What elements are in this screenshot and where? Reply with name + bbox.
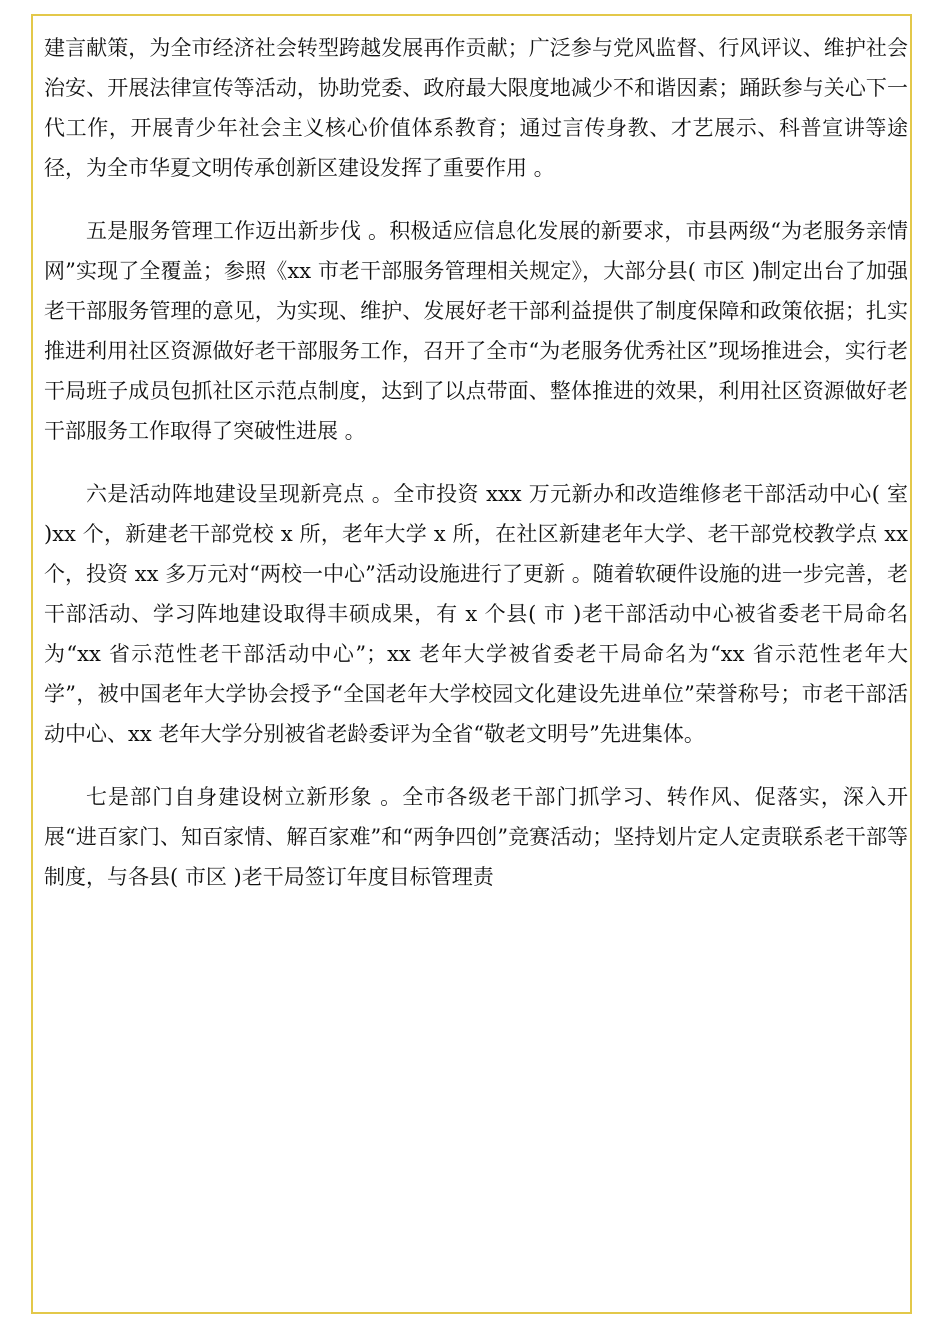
- paragraph-4: 七是部门自身建设树立新形象 。全市各级老干部门抓学习、转作风、促落实，深入开展“进百家门、知百家情、解百家难”和“两争四创”竞赛活动；坚持划片定人定责联系老干部等制度，与各县( 市区 )老干局签订年度目标管理责: [44, 785, 908, 889]
- paragraph-2: 五是服务管理工作迈出新步伐 。积极适应信息化发展的新要求，市县两级“为老服务亲情网”实现了全覆盖；参照《xx 市老干部服务管理相关规定》，大部分县( 市区 )制定出台了加强老干部服务管理的意见，为实现、维护、发展好老干部利益提供了制度保障和政策依据；扎实推进利用社区资源做好老干部服务工作，召开了全市“为老服务优秀社区”现场推进会，实行老干局班子成员包抓社区示范点制度，达到了以点带面、整体推进的效果，利用社区资源做好老干部服务工作取得了突破性进展 。: [44, 219, 908, 443]
- paragraph-3: 六是活动阵地建设呈现新亮点 。全市投资 xxx 万元新办和改造维修老干部活动中心( 室 )xx 个，新建老干部党校 x 所，老年大学 x 所，在社区新建老年大学、老干部党校教学点 xx 个，投资 xx 多万元对“两校一中心”活动设施进行了更新 。随着软硬件设施的进一步完善，老干部活动、学习阵地建设取得丰硕成果，有 x 个县( 市 )老干部活动中心被省委老干局命名为“xx 省示范性老干部活动中心”；xx 老年大学被省委老干局命名为“xx 省示范性老年大学”，被中国老年大学协会授予“全国老年大学校园文化建设先进单位”荣誉称号；市老干部活动中心、xx 老年大学分别被省老龄委评为全省“敬老文明号”先进集体。: [44, 482, 908, 746]
- document-body: [44, 28, 908, 920]
- paragraph-1: 建言献策，为全市经济社会转型跨越发展再作贡献；广泛参与党风监督、行风评议、维护社会治安、开展法律宣传等活动，协助党委、政府最大限度地减少不和谐因素；踊跃参与关心下一代工作，开展青少年社会主义核心价值体系教育；通过言传身教、才艺展示、科普宣讲等途径，为全市华夏文明传承创新区建设发挥了重要作用 。: [44, 36, 908, 180]
